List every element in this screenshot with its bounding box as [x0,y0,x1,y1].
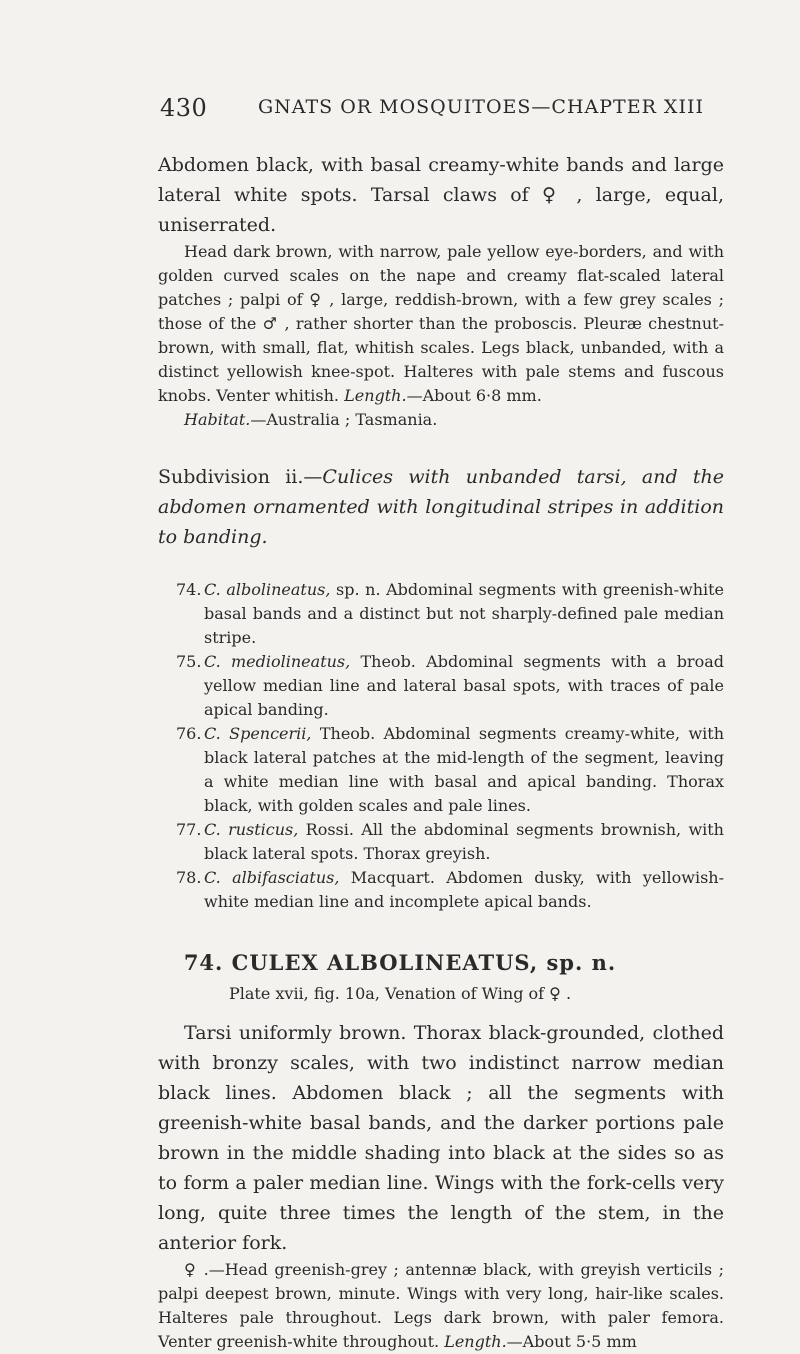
subdivision-title: Culices with unbanded tarsi, and the abdomen ornamented with longitudinal stripes in addition to banding. [158,466,725,548]
species-number: 78. [176,868,202,887]
species-description: Macquart. Abdomen dusky, with yellowish-white median line and incomplete apical bands. [204,868,724,911]
habitat-paragraph [158,408,724,432]
desc-length-label: Length. [444,1332,507,1351]
plate-note: Plate xvii, fig. 10a, Venation of Wing of ♀ . [228,984,572,1003]
species-list-item [158,578,724,650]
description-section [158,1018,724,1354]
intro-lead: Abdomen black, with basal creamy-white bands and large lateral white spots. Tarsal claws of ♀ , large, equal, uniserrated. [158,154,724,236]
habitat-label: Habitat. [184,410,251,429]
species-name: C. albolineatus, [204,580,331,599]
species-number: 74. [176,580,202,599]
species-list-item [158,650,724,722]
species-description: sp. n. Abdominal segments with greenish-white basal bands and a distinct but not sharply-defined pale median stripe. [204,580,725,647]
length-value: —About 6·8 mm. [406,386,542,405]
species-list [158,578,724,914]
species-description: Theob. Abdominal segments with a broad yellow median line and lateral basal spots, with traces of pale apical banding. [204,652,724,719]
species-list-item [158,722,724,818]
species-name: C. albifasciatus, [204,868,340,887]
species-number: 76. [176,724,202,743]
female-paragraph [158,1258,724,1354]
species-name: C. Spencerii, [204,724,312,743]
species-list-item [158,818,724,866]
species-name: C. rusticus, [204,820,299,839]
page-number: 430 [160,94,208,122]
subdivision-label: Subdivision ii.— [158,466,323,488]
species-name: C. mediolineatus, [204,652,351,671]
species-number: 77. [176,820,202,839]
species-heading: 74. CULEX ALBOLINEATUS, sp. n. [183,950,617,975]
desc-length-value: —About 5·5 mm [506,1332,637,1351]
intro-main-text: Head dark brown, with narrow, pale yellow eye-borders, and with golden curved scales on the nape and creamy flat-scaled lateral patches ; palpi of ♀ , large, reddish-brown, with a few grey scales ; those of the ♂ , rather shorter than the proboscis. Pleuræ chestnut-brown, with small, flat, whitish scales. Legs black, unbanded, with a distinct yellowish knee-spot. Halteres with pale stems and fuscous knobs. Venter whitish. [158,242,724,405]
female-text: ♀ .—Head greenish-grey ; antennæ black, with greyish verticils ; palpi deepest brown, minute. Wings with very long, hair-like scales. Halteres pale throughout. Legs dark brown, with paler femora. Venter greenish-white throughout. [158,1260,724,1351]
subdivision-heading [158,462,724,552]
species-number: 75. [176,652,202,671]
species-description: Theob. Abdominal segments creamy-white, with black lateral patches at the mid-length of the segment, leaving a white median line with basal and apical banding. Thorax black, with golden scales and pale lines. [204,724,725,815]
species-list-item [158,866,724,914]
running-title: GNATS OR MOSQUITOES—CHAPTER XIII [258,96,704,118]
length-label: Length. [344,386,407,405]
species-description: Rossi. All the abdominal segments brownish, with black lateral spots. Thorax greyish. [204,820,724,863]
description-lead: Tarsi uniformly brown. Thorax black-grounded, clothed with bronzy scales, with two indistinct narrow median black lines. Abdomen black ; all the segments with greenish-white basal bands, and the darker portions pale brown in the middle shading into black at the sides so as to form a paler median line. Wings with the fork-cells very long, quite three times the length of the stem, in the anterior fork. [158,1022,724,1254]
habitat-value: —Australia ; Tasmania. [250,410,438,429]
intro-paragraph [158,240,724,408]
intro-section [158,150,724,432]
